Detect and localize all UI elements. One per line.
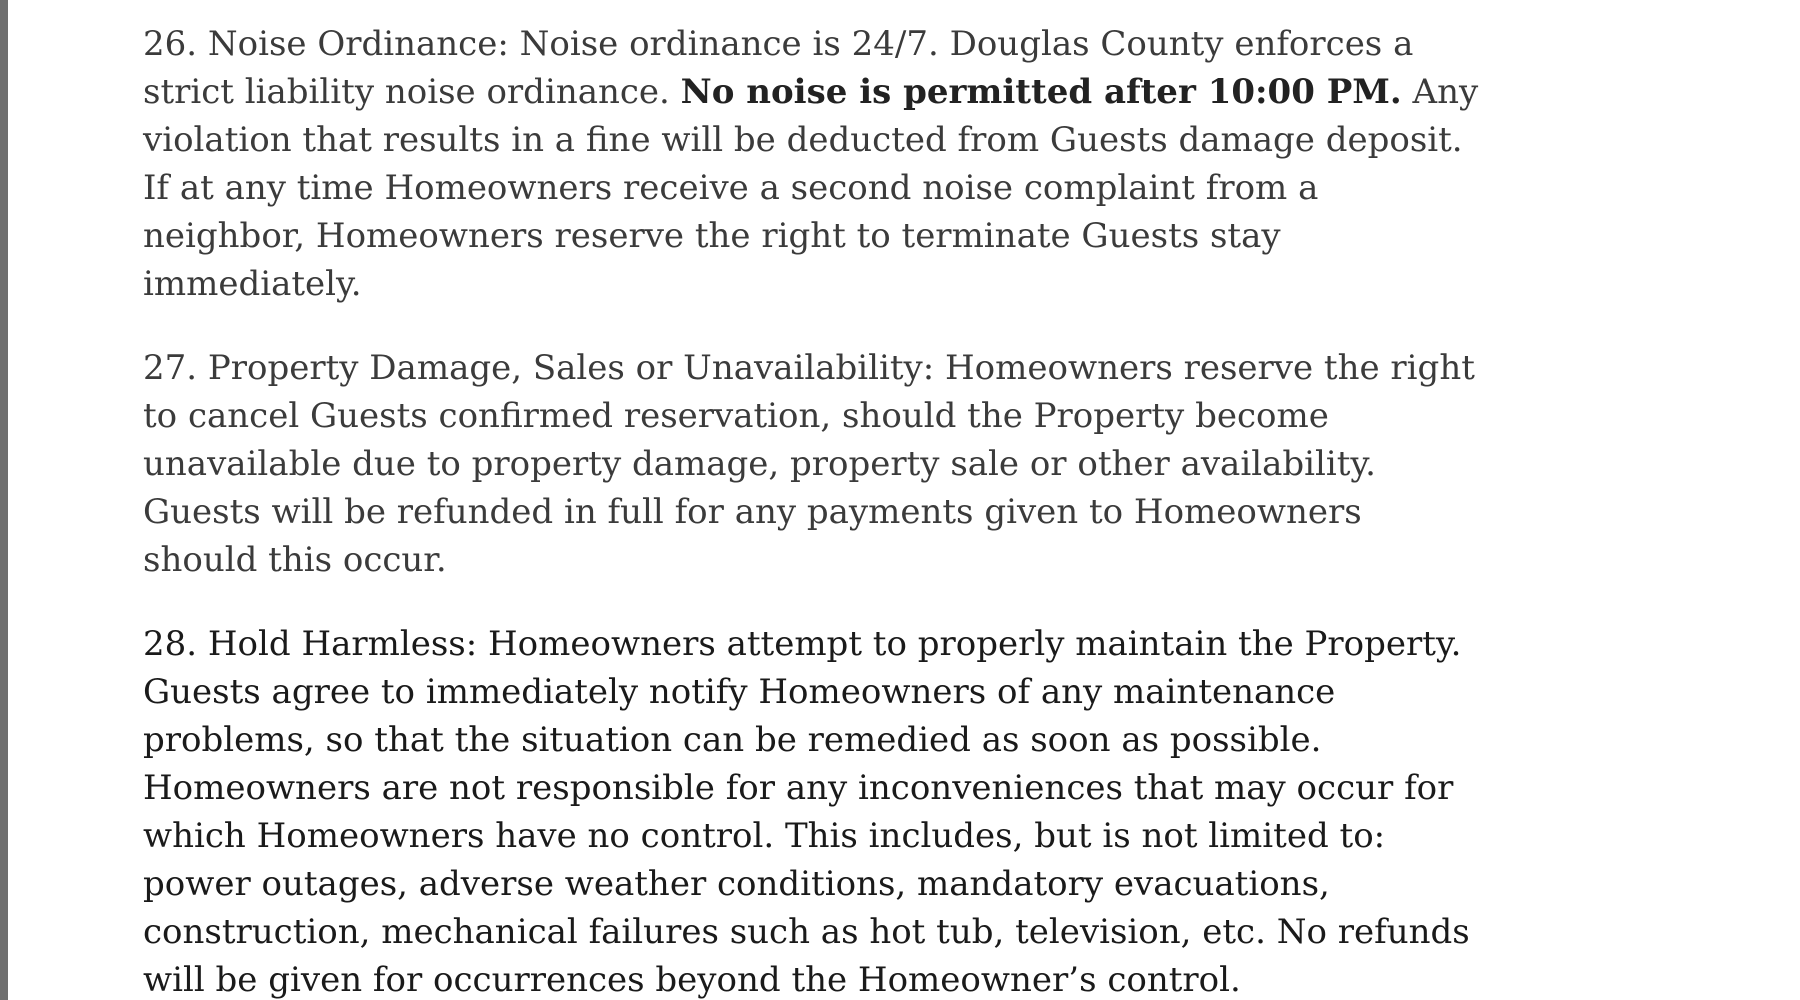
text-line: 28. Hold Harmless: Homeowners attempt to properly maintain the Property. (143, 624, 1462, 664)
text-line: If at any time Homeowners receive a second noise complaint from a (143, 168, 1319, 208)
text-line (143, 68, 1543, 116)
clause-26-noise-ordinance (143, 20, 1543, 308)
text-line: to cancel Guests confirmed reservation, should the Property become (143, 396, 1329, 436)
text-line: Guests agree to immediately notify Homeowners of any maintenance (143, 672, 1336, 712)
text-line: should this occur. (143, 540, 447, 580)
text-segment: strict liability noise ordinance. (143, 72, 681, 112)
text-line: 26. Noise Ordinance: Noise ordinance is 24/7. Douglas County enforces a (143, 24, 1414, 64)
text-line: construction, mechanical failures such as hot tub, television, etc. No refunds (143, 912, 1470, 952)
text-line: violation that results in a fine will be deducted from Guests damage deposit. (143, 120, 1463, 160)
text-line: problems, so that the situation can be remedied as soon as possible. (143, 720, 1322, 760)
clause-28-hold-harmless (143, 620, 1543, 1000)
text-line: power outages, adverse weather conditions, mandatory evacuations, (143, 864, 1330, 904)
text-line: unavailable due to property damage, property sale or other availability. (143, 444, 1376, 484)
text-line: immediately. (143, 264, 362, 304)
text-line: which Homeowners have no control. This includes, but is not limited to: (143, 816, 1386, 856)
text-line: neighbor, Homeowners reserve the right to terminate Guests stay (143, 216, 1281, 256)
left-border (0, 0, 8, 1000)
text-line: will be given for occurrences beyond the Homeowner’s control. (143, 960, 1241, 1000)
clause-27-property-damage (143, 344, 1543, 584)
text-line: Homeowners are not responsible for any inconveniences that may occur for (143, 768, 1454, 808)
document-page (143, 20, 1543, 1000)
text-line: Guests will be refunded in full for any payments given to Homeowners (143, 492, 1362, 532)
bold-noise-rule: No noise is permitted after 10:00 PM. (680, 72, 1402, 112)
text-segment: Any (1401, 72, 1479, 112)
text-line: 27. Property Damage, Sales or Unavailability: Homeowners reserve the right (143, 348, 1475, 388)
